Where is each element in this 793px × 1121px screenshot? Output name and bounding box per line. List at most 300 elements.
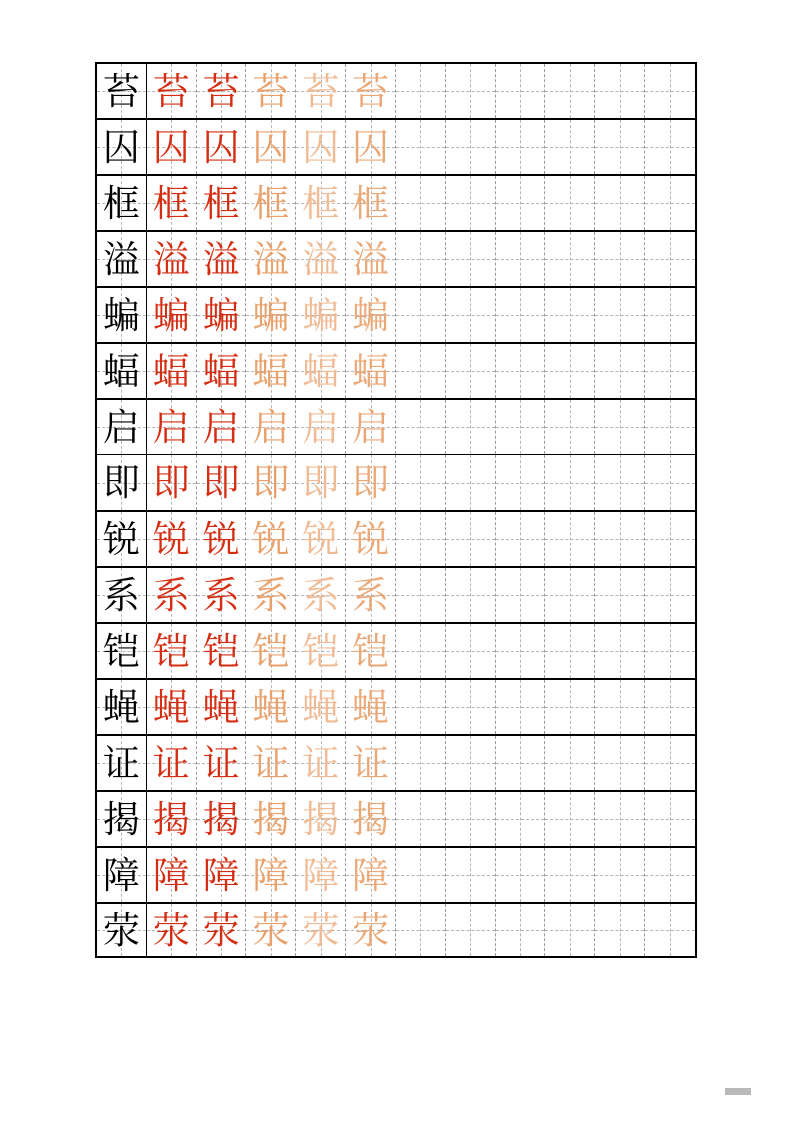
practice-cell[interactable] — [645, 624, 695, 678]
horizontal-guide-line — [645, 819, 695, 820]
model-character-cell[interactable] — [97, 624, 147, 678]
horizontal-guide-line — [396, 427, 445, 428]
model-character-cell[interactable] — [97, 344, 147, 398]
practice-cell[interactable] — [346, 624, 396, 678]
practice-cell[interactable] — [197, 64, 247, 118]
worksheet-row — [95, 734, 697, 790]
practice-cell[interactable] — [496, 232, 546, 286]
practice-cell[interactable] — [446, 792, 496, 846]
trace-character: 即 — [252, 461, 290, 504]
practice-cell[interactable] — [496, 848, 546, 902]
model-character: 蝙 — [102, 293, 140, 337]
practice-cell[interactable] — [545, 64, 595, 118]
practice-cell[interactable] — [496, 455, 546, 510]
practice-cell[interactable] — [396, 736, 446, 790]
practice-cell[interactable] — [446, 288, 496, 342]
trace-character: 溢 — [252, 237, 290, 281]
practice-cell[interactable] — [197, 624, 247, 678]
practice-cell[interactable] — [197, 736, 247, 790]
practice-cell[interactable] — [645, 176, 695, 230]
trace-character: 蝠 — [352, 349, 390, 393]
model-character-cell[interactable] — [97, 64, 147, 118]
practice-cell[interactable] — [147, 120, 197, 174]
practice-cell[interactable] — [545, 288, 595, 342]
practice-cell[interactable] — [296, 904, 346, 956]
trace-character: 系 — [302, 573, 340, 617]
horizontal-guide-line — [396, 595, 445, 596]
model-character-cell[interactable] — [97, 512, 147, 566]
horizontal-guide-line — [446, 259, 495, 260]
practice-cell[interactable] — [545, 568, 595, 622]
horizontal-guide-line — [496, 427, 545, 428]
practice-cell[interactable] — [147, 904, 197, 956]
practice-cell[interactable] — [496, 64, 546, 118]
practice-cell[interactable] — [197, 680, 247, 734]
practice-cell[interactable] — [396, 400, 446, 454]
practice-cell[interactable] — [595, 624, 645, 678]
trace-character: 系 — [152, 573, 190, 617]
trace-character: 溢 — [202, 237, 240, 281]
practice-cell[interactable] — [147, 455, 197, 510]
model-character: 启 — [102, 405, 140, 449]
trace-character: 荥 — [152, 908, 190, 952]
practice-cell[interactable] — [147, 848, 197, 902]
practice-cell[interactable] — [396, 904, 446, 956]
worksheet-row — [95, 678, 697, 734]
model-character-cell[interactable] — [97, 792, 147, 846]
trace-character: 证 — [352, 741, 390, 785]
practice-cell[interactable] — [595, 176, 645, 230]
horizontal-guide-line — [545, 427, 594, 428]
practice-cell[interactable] — [496, 176, 546, 230]
practice-cell[interactable] — [545, 736, 595, 790]
practice-cell[interactable] — [197, 232, 247, 286]
practice-cell[interactable] — [545, 176, 595, 230]
practice-cell[interactable] — [396, 792, 446, 846]
practice-cell[interactable] — [246, 736, 296, 790]
model-character-cell[interactable] — [97, 288, 147, 342]
horizontal-guide-line — [446, 371, 495, 372]
practice-cell[interactable] — [645, 400, 695, 454]
practice-cell[interactable] — [396, 568, 446, 622]
practice-cell[interactable] — [496, 624, 546, 678]
model-character-cell[interactable] — [97, 176, 147, 230]
trace-character: 囚 — [152, 125, 190, 169]
worksheet-row — [95, 902, 697, 958]
practice-cell[interactable] — [246, 120, 296, 174]
practice-cell[interactable] — [496, 512, 546, 566]
practice-cell[interactable] — [346, 64, 396, 118]
practice-cell[interactable] — [496, 344, 546, 398]
practice-cell[interactable] — [446, 344, 496, 398]
practice-cell[interactable] — [396, 232, 446, 286]
trace-character: 框 — [152, 181, 190, 225]
horizontal-guide-line — [645, 875, 695, 876]
practice-cell[interactable] — [296, 624, 346, 678]
practice-cell[interactable] — [645, 64, 695, 118]
practice-cell[interactable] — [246, 904, 296, 956]
practice-cell[interactable] — [197, 176, 247, 230]
horizontal-guide-line — [545, 91, 594, 92]
practice-cell[interactable] — [595, 344, 645, 398]
practice-cell[interactable] — [246, 792, 296, 846]
practice-cell[interactable] — [446, 512, 496, 566]
practice-cell[interactable] — [645, 568, 695, 622]
trace-character: 启 — [252, 405, 290, 449]
practice-cell[interactable] — [545, 624, 595, 678]
practice-cell[interactable] — [496, 680, 546, 734]
practice-cell[interactable] — [296, 400, 346, 454]
horizontal-guide-line — [396, 875, 445, 876]
horizontal-guide-line — [446, 819, 495, 820]
trace-character: 蝙 — [352, 293, 390, 337]
practice-cell[interactable] — [346, 120, 396, 174]
horizontal-guide-line — [396, 315, 445, 316]
practice-cell[interactable] — [595, 792, 645, 846]
practice-cell[interactable] — [545, 680, 595, 734]
practice-cell[interactable] — [396, 120, 446, 174]
horizontal-guide-line — [545, 651, 594, 652]
practice-cell[interactable] — [197, 792, 247, 846]
practice-cell[interactable] — [197, 568, 247, 622]
page-footer-mark — [725, 1088, 751, 1095]
trace-character: 蝠 — [302, 349, 340, 393]
practice-cell[interactable] — [595, 120, 645, 174]
practice-cell[interactable] — [645, 792, 695, 846]
practice-cell[interactable] — [346, 792, 396, 846]
horizontal-guide-line — [396, 539, 445, 540]
horizontal-guide-line — [496, 91, 545, 92]
horizontal-guide-line — [595, 203, 644, 204]
practice-cell[interactable] — [197, 120, 247, 174]
practice-cell[interactable] — [246, 568, 296, 622]
horizontal-guide-line — [396, 203, 445, 204]
practice-cell[interactable] — [396, 455, 446, 510]
horizontal-guide-line — [595, 707, 644, 708]
trace-character: 蝠 — [152, 349, 190, 393]
practice-cell[interactable] — [346, 904, 396, 956]
trace-character: 荥 — [302, 908, 340, 952]
practice-cell[interactable] — [595, 736, 645, 790]
practice-cell[interactable] — [446, 64, 496, 118]
practice-cell[interactable] — [446, 848, 496, 902]
practice-cell[interactable] — [296, 64, 346, 118]
worksheet-row — [95, 566, 697, 622]
horizontal-guide-line — [446, 707, 495, 708]
horizontal-guide-line — [545, 930, 594, 931]
practice-cell[interactable] — [545, 400, 595, 454]
horizontal-guide-line — [645, 371, 695, 372]
practice-cell[interactable] — [296, 512, 346, 566]
practice-cell[interactable] — [446, 176, 496, 230]
practice-cell[interactable] — [396, 288, 446, 342]
practice-cell[interactable] — [595, 288, 645, 342]
horizontal-guide-line — [446, 539, 495, 540]
model-character-cell[interactable] — [97, 680, 147, 734]
practice-cell[interactable] — [346, 344, 396, 398]
practice-cell[interactable] — [147, 288, 197, 342]
practice-cell[interactable] — [346, 512, 396, 566]
practice-cell[interactable] — [545, 120, 595, 174]
practice-cell[interactable] — [446, 568, 496, 622]
horizontal-guide-line — [595, 147, 644, 148]
trace-character: 揭 — [202, 797, 240, 841]
horizontal-guide-line — [496, 595, 545, 596]
practice-cell[interactable] — [197, 904, 247, 956]
horizontal-guide-line — [545, 595, 594, 596]
practice-cell[interactable] — [396, 64, 446, 118]
practice-cell[interactable] — [645, 120, 695, 174]
horizontal-guide-line — [595, 371, 644, 372]
horizontal-guide-line — [496, 147, 545, 148]
practice-cell[interactable] — [147, 176, 197, 230]
practice-cell[interactable] — [645, 512, 695, 566]
trace-character: 苔 — [202, 69, 240, 113]
model-character-cell[interactable] — [97, 120, 147, 174]
practice-cell[interactable] — [346, 288, 396, 342]
worksheet-row — [95, 790, 697, 846]
practice-cell[interactable] — [545, 344, 595, 398]
trace-character: 障 — [252, 853, 290, 897]
trace-character: 揭 — [352, 797, 390, 841]
practice-cell[interactable] — [496, 792, 546, 846]
practice-cell[interactable] — [246, 344, 296, 398]
practice-cell[interactable] — [346, 736, 396, 790]
practice-cell[interactable] — [197, 288, 247, 342]
horizontal-guide-line — [645, 707, 695, 708]
practice-cell[interactable] — [197, 400, 247, 454]
practice-cell[interactable] — [296, 455, 346, 510]
trace-character: 锐 — [252, 517, 290, 561]
practice-cell[interactable] — [496, 288, 546, 342]
practice-cell[interactable] — [496, 568, 546, 622]
model-character: 证 — [102, 741, 140, 785]
practice-cell[interactable] — [545, 792, 595, 846]
practice-cell[interactable] — [147, 400, 197, 454]
practice-cell[interactable] — [147, 344, 197, 398]
model-character-cell[interactable] — [97, 736, 147, 790]
practice-cell[interactable] — [645, 680, 695, 734]
trace-character: 揭 — [152, 797, 190, 841]
practice-cell[interactable] — [496, 736, 546, 790]
practice-cell[interactable] — [197, 512, 247, 566]
horizontal-guide-line — [645, 147, 695, 148]
horizontal-guide-line — [645, 203, 695, 204]
practice-cell[interactable] — [296, 120, 346, 174]
horizontal-guide-line — [645, 315, 695, 316]
practice-cell[interactable] — [545, 904, 595, 956]
practice-cell[interactable] — [595, 904, 645, 956]
trace-character: 障 — [352, 853, 390, 897]
practice-cell[interactable] — [645, 455, 695, 510]
horizontal-guide-line — [595, 763, 644, 764]
practice-cell[interactable] — [246, 512, 296, 566]
practice-cell[interactable] — [595, 568, 645, 622]
horizontal-guide-line — [496, 707, 545, 708]
practice-cell[interactable] — [595, 512, 645, 566]
horizontal-guide-line — [446, 930, 495, 931]
practice-cell[interactable] — [346, 680, 396, 734]
horizontal-guide-line — [545, 819, 594, 820]
horizontal-guide-line — [446, 91, 495, 92]
horizontal-guide-line — [645, 427, 695, 428]
practice-cell[interactable] — [446, 904, 496, 956]
trace-character: 系 — [252, 573, 290, 617]
practice-cell[interactable] — [446, 624, 496, 678]
practice-cell[interactable] — [346, 455, 396, 510]
practice-cell[interactable] — [147, 792, 197, 846]
practice-cell[interactable] — [396, 624, 446, 678]
worksheet-row — [95, 454, 697, 510]
horizontal-guide-line — [446, 763, 495, 764]
practice-cell[interactable] — [446, 736, 496, 790]
practice-cell[interactable] — [147, 624, 197, 678]
horizontal-guide-line — [545, 147, 594, 148]
model-character-cell[interactable] — [97, 904, 147, 956]
practice-cell[interactable] — [346, 568, 396, 622]
practice-cell[interactable] — [296, 680, 346, 734]
worksheet-row — [95, 398, 697, 454]
trace-character: 蝙 — [252, 293, 290, 337]
practice-cell[interactable] — [595, 680, 645, 734]
practice-cell[interactable] — [545, 455, 595, 510]
trace-character: 囚 — [202, 125, 240, 169]
practice-cell[interactable] — [246, 848, 296, 902]
practice-cell[interactable] — [296, 848, 346, 902]
practice-cell[interactable] — [246, 455, 296, 510]
practice-cell[interactable] — [396, 848, 446, 902]
model-character-cell[interactable] — [97, 455, 147, 510]
trace-character: 溢 — [152, 237, 190, 281]
practice-cell[interactable] — [595, 455, 645, 510]
practice-cell[interactable] — [296, 288, 346, 342]
practice-cell[interactable] — [346, 848, 396, 902]
trace-character: 蝇 — [152, 685, 190, 729]
practice-cell[interactable] — [645, 232, 695, 286]
practice-cell[interactable] — [545, 512, 595, 566]
model-character-cell[interactable] — [97, 568, 147, 622]
horizontal-guide-line — [545, 763, 594, 764]
horizontal-guide-line — [645, 91, 695, 92]
horizontal-guide-line — [396, 763, 445, 764]
practice-cell[interactable] — [346, 176, 396, 230]
trace-character: 证 — [152, 741, 190, 785]
practice-cell[interactable] — [246, 680, 296, 734]
practice-cell[interactable] — [197, 848, 247, 902]
model-character-cell[interactable] — [97, 232, 147, 286]
practice-cell[interactable] — [346, 400, 396, 454]
practice-cell[interactable] — [147, 568, 197, 622]
practice-cell[interactable] — [396, 680, 446, 734]
trace-character: 蝙 — [202, 293, 240, 337]
trace-character: 启 — [302, 405, 340, 449]
horizontal-guide-line — [446, 203, 495, 204]
horizontal-guide-line — [595, 483, 644, 484]
practice-cell[interactable] — [296, 176, 346, 230]
horizontal-guide-line — [396, 91, 445, 92]
practice-cell[interactable] — [496, 904, 546, 956]
practice-cell[interactable] — [246, 64, 296, 118]
horizontal-guide-line — [446, 651, 495, 652]
practice-cell[interactable] — [296, 792, 346, 846]
practice-cell[interactable] — [446, 120, 496, 174]
practice-cell[interactable] — [446, 455, 496, 510]
practice-cell[interactable] — [595, 64, 645, 118]
practice-cell[interactable] — [197, 344, 247, 398]
trace-character: 系 — [202, 573, 240, 617]
practice-cell[interactable] — [645, 288, 695, 342]
trace-character: 苔 — [152, 69, 190, 113]
practice-cell[interactable] — [446, 232, 496, 286]
practice-cell[interactable] — [346, 232, 396, 286]
practice-cell[interactable] — [246, 288, 296, 342]
practice-cell[interactable] — [296, 568, 346, 622]
practice-cell[interactable] — [645, 736, 695, 790]
horizontal-guide-line — [496, 651, 545, 652]
horizontal-guide-line — [545, 875, 594, 876]
model-character: 即 — [102, 461, 140, 504]
practice-cell[interactable] — [296, 344, 346, 398]
trace-character: 框 — [202, 181, 240, 225]
horizontal-guide-line — [595, 595, 644, 596]
practice-cell[interactable] — [595, 232, 645, 286]
trace-character: 揭 — [302, 797, 340, 841]
practice-cell[interactable] — [246, 624, 296, 678]
practice-cell[interactable] — [296, 736, 346, 790]
practice-cell[interactable] — [396, 512, 446, 566]
model-character-cell[interactable] — [97, 848, 147, 902]
practice-cell[interactable] — [197, 455, 247, 510]
trace-character: 锐 — [302, 517, 340, 561]
practice-cell[interactable] — [595, 848, 645, 902]
practice-cell[interactable] — [645, 904, 695, 956]
practice-cell[interactable] — [246, 176, 296, 230]
practice-cell[interactable] — [296, 232, 346, 286]
practice-cell[interactable] — [147, 512, 197, 566]
practice-cell[interactable] — [147, 680, 197, 734]
horizontal-guide-line — [545, 203, 594, 204]
trace-character: 苔 — [252, 69, 290, 113]
horizontal-guide-line — [545, 707, 594, 708]
practice-cell[interactable] — [645, 848, 695, 902]
trace-character: 锐 — [202, 517, 240, 561]
practice-cell[interactable] — [246, 400, 296, 454]
practice-cell[interactable] — [446, 680, 496, 734]
practice-cell[interactable] — [147, 736, 197, 790]
practice-cell[interactable] — [545, 848, 595, 902]
practice-cell[interactable] — [147, 232, 197, 286]
practice-cell[interactable] — [396, 176, 446, 230]
practice-cell[interactable] — [396, 344, 446, 398]
practice-cell[interactable] — [496, 400, 546, 454]
trace-character: 铠 — [252, 629, 290, 673]
model-character-cell[interactable] — [97, 400, 147, 454]
horizontal-guide-line — [396, 483, 445, 484]
practice-cell[interactable] — [595, 400, 645, 454]
trace-character: 蝠 — [252, 349, 290, 393]
practice-cell[interactable] — [147, 64, 197, 118]
practice-cell[interactable] — [545, 232, 595, 286]
worksheet-row — [95, 62, 697, 118]
practice-cell[interactable] — [496, 120, 546, 174]
horizontal-guide-line — [645, 763, 695, 764]
horizontal-guide-line — [446, 483, 495, 484]
practice-cell[interactable] — [645, 344, 695, 398]
trace-character: 铠 — [152, 629, 190, 673]
practice-cell[interactable] — [446, 400, 496, 454]
horizontal-guide-line — [496, 483, 545, 484]
practice-cell[interactable] — [246, 232, 296, 286]
